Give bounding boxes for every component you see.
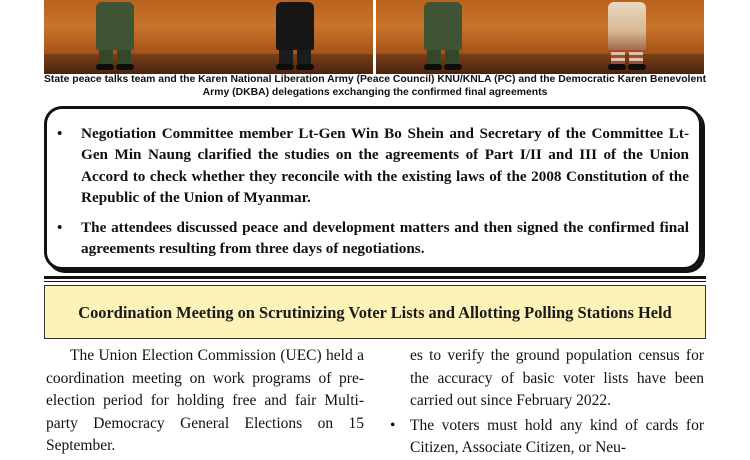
bullet-icon: •	[390, 416, 396, 434]
floor	[44, 54, 373, 74]
photo-left	[44, 0, 373, 74]
divider-thick	[44, 276, 706, 279]
article-left-column	[46, 345, 364, 458]
article-right-column	[388, 345, 704, 460]
highlight-item	[57, 123, 689, 208]
highlight-item	[57, 217, 689, 260]
article-paragraph-continuation: es to verify the ground population census for the accuracy of basic voter lists have been carried out since February 2022.	[410, 347, 704, 410]
article-headline: Coordination Meeting on Scrutinizing Voter Lists and Allotting Polling Stations Held	[44, 285, 706, 339]
highlights-list	[47, 109, 699, 260]
person-figure	[276, 2, 314, 70]
highlight-text: The attendees discussed peace and development matters and then signed the confirmed final agreements resulting from three days of negotiations.	[81, 219, 689, 258]
photo-right	[376, 0, 705, 74]
photo-caption: State peace talks team and the Karen National Liberation Army (Peace Council) KNU/KNLA (PC) and the Democratic Karen Benevolent Army (DKBA) delegations exchanging the confirmed final agreements	[43, 74, 707, 98]
article-bullet-item	[390, 415, 704, 460]
article-paragraph: The Union Election Commission (UEC) held a coordination meeting on work programs of pre-election period for holding free and fair Multi-party Democracy General Elections on 15 September.	[46, 347, 364, 455]
highlights-box	[44, 106, 702, 270]
person-figure	[608, 2, 646, 70]
bullet-icon: •	[57, 219, 63, 237]
person-figure	[96, 2, 134, 70]
photo-strip	[44, 0, 704, 74]
article-bullet-list	[388, 415, 704, 460]
person-figure	[424, 2, 462, 70]
article-bullet-text: The voters must hold any kind of cards for Citizen, Associate Citizen, or Neu-	[410, 416, 704, 457]
bullet-icon: •	[57, 125, 63, 142]
highlight-text: Negotiation Committee member Lt-Gen Win Bo Shein and Secretary of the Committee Lt-Gen Min Naung clarified the studies on the agreements of Part I/II and III of the Union Accord to check whether they reconcile with the existing laws of the 2008 Constitution of the Republic of the Union of Myanmar.	[81, 125, 689, 206]
divider-thin	[44, 281, 706, 282]
